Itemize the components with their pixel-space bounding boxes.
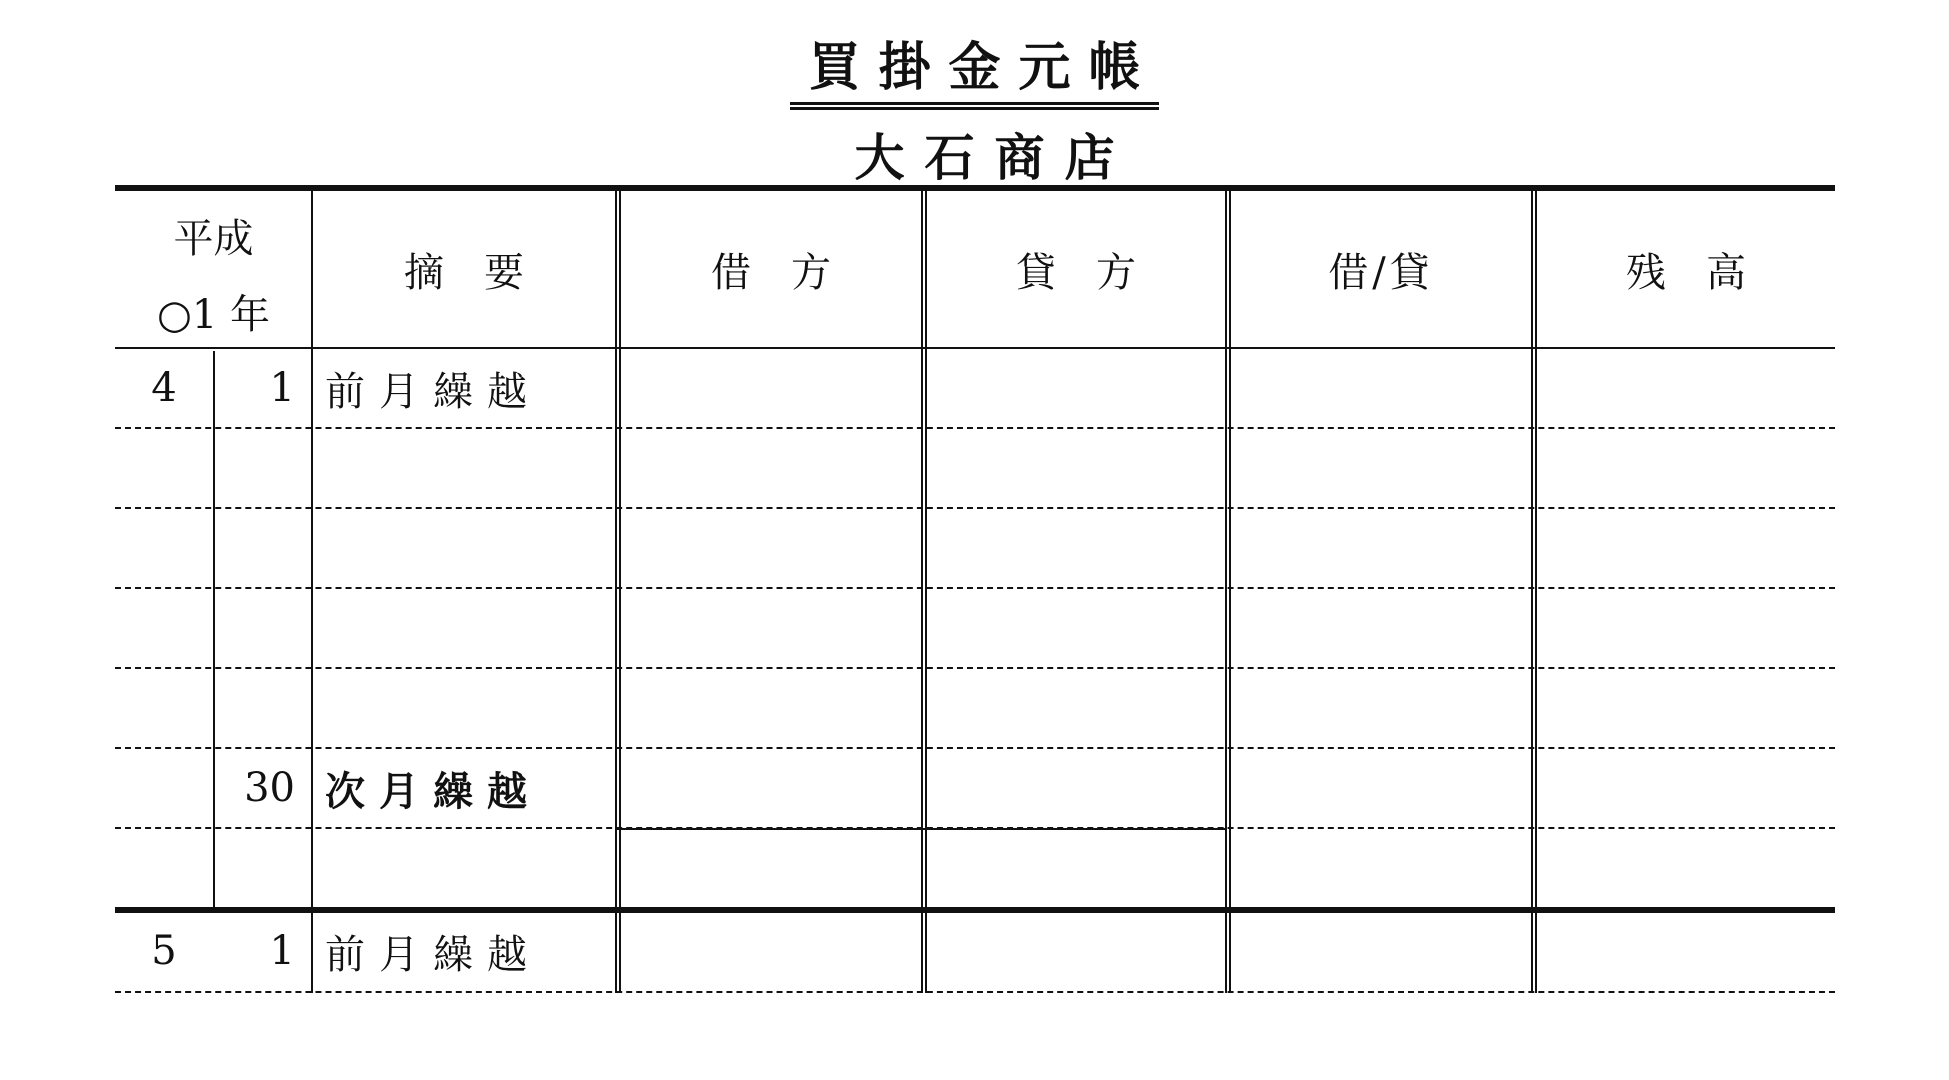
row-description: 前月繰越 (325, 931, 541, 978)
row-month (115, 669, 213, 747)
row-month (115, 829, 213, 907)
document-title (0, 38, 1949, 98)
ledger-table (115, 185, 1835, 995)
credit-header: 貸方 (1016, 249, 1176, 296)
document-subtitle: 大石商店 (854, 128, 1135, 187)
row-day (213, 829, 303, 907)
row-month (115, 429, 213, 507)
row-month: 5 (151, 928, 177, 974)
era-label: 平成 (173, 216, 254, 262)
row-month: 4 (151, 365, 177, 411)
drcr-header: 借/貸 (1328, 249, 1434, 296)
row-day: 30 (244, 765, 295, 811)
row-description (325, 589, 615, 667)
row-day (213, 669, 303, 747)
row-description (325, 429, 615, 507)
row-description (325, 829, 615, 907)
row-description: 前月繰越 (325, 368, 541, 415)
row-divider (115, 991, 1835, 993)
row-month (115, 509, 213, 587)
balance-header: 残高 (1626, 249, 1786, 296)
year-label: ○1 年 (156, 292, 271, 338)
row-month (115, 749, 213, 827)
row-description-closing: 次月繰越 (325, 767, 541, 815)
row-month (115, 589, 213, 667)
debit-header: 借方 (711, 249, 871, 296)
row-day (213, 589, 303, 667)
row-day (213, 429, 303, 507)
document-title-text: 買掛金元帳 (790, 37, 1158, 110)
description-header: 摘要 (404, 249, 564, 296)
row-day (213, 509, 303, 587)
row-description (325, 509, 615, 587)
row-description (325, 669, 615, 747)
row-day: 1 (269, 928, 295, 974)
row-day: 1 (269, 365, 295, 411)
